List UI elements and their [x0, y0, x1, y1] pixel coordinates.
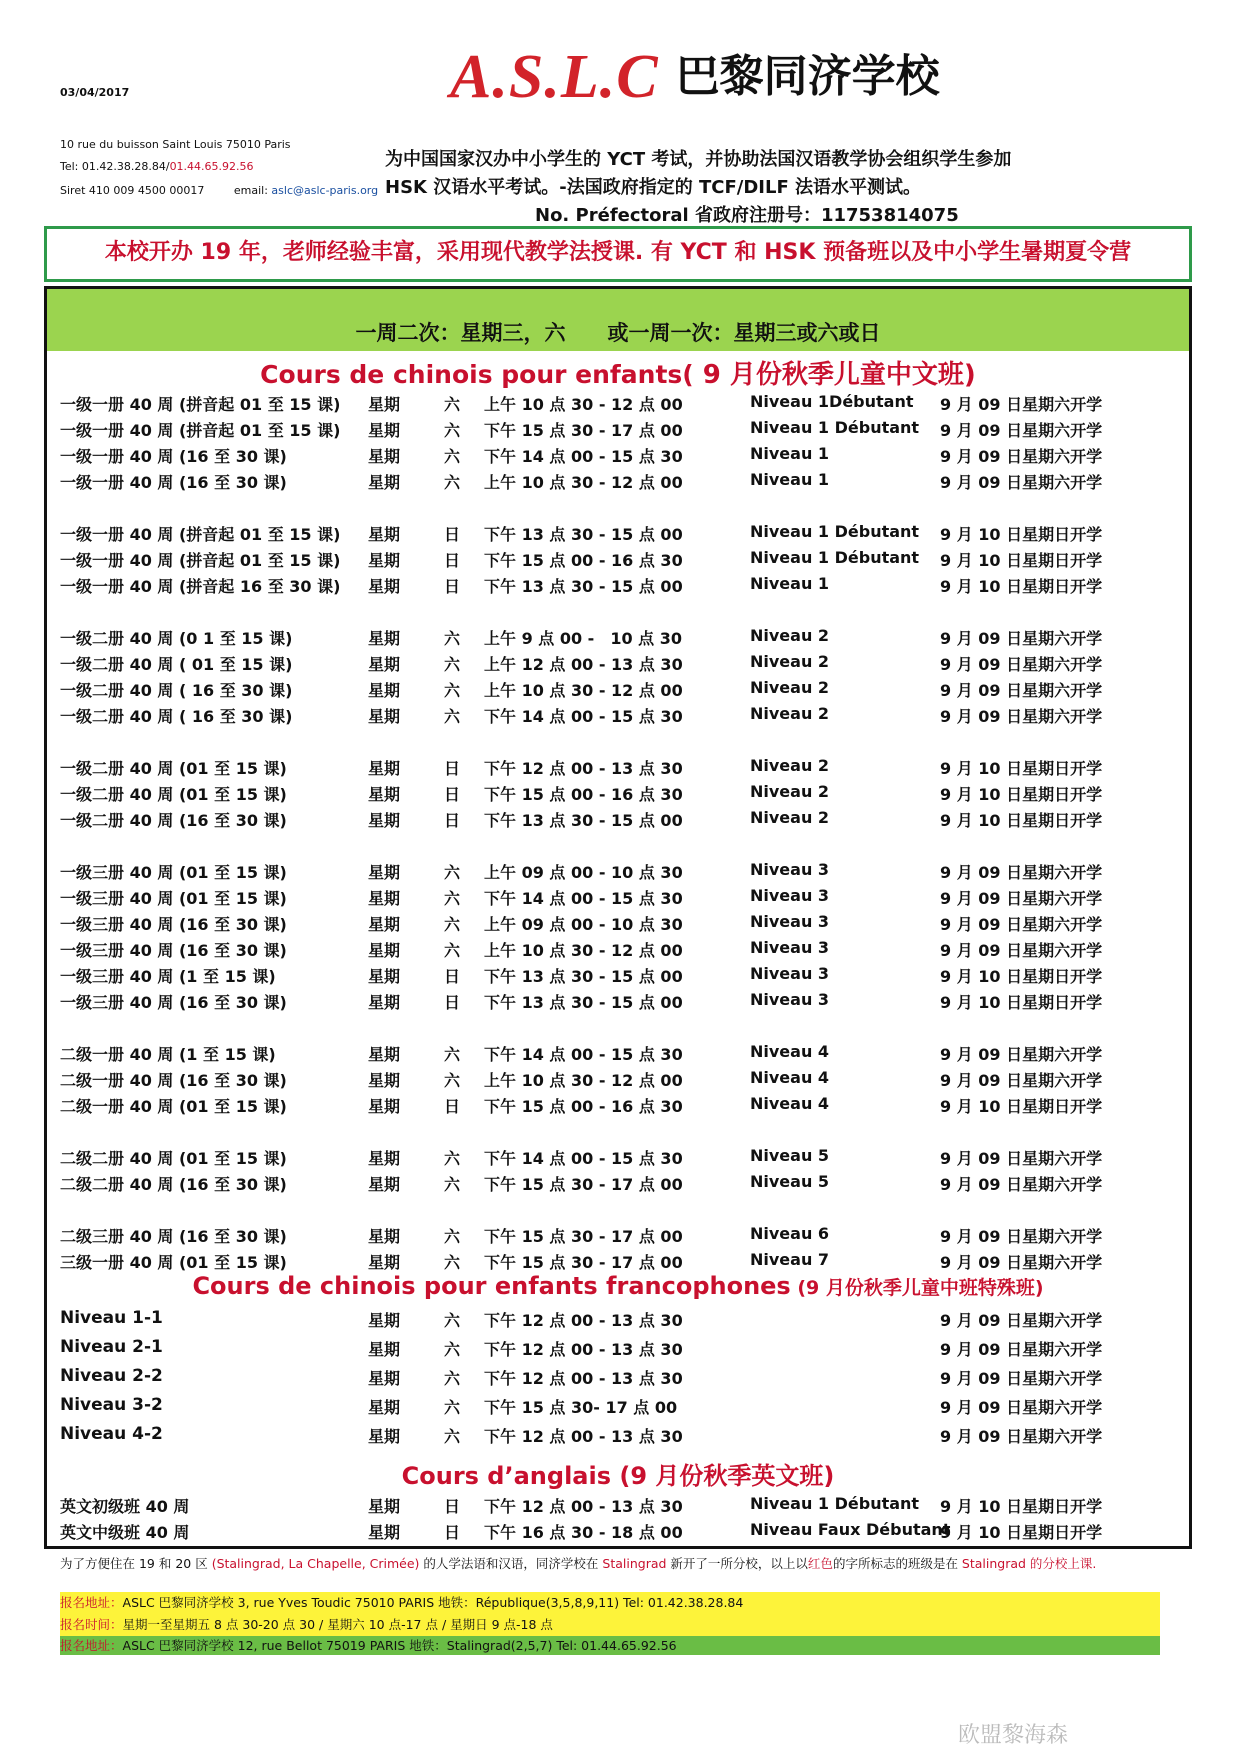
class-time: 上午 09 点 00 - 10 点 30 [484, 915, 683, 934]
start-date: 9 月 09 日星期六开学 [940, 1427, 1103, 1446]
note-red: 红色 [807, 1556, 833, 1571]
weekday: 六 [443, 915, 460, 934]
branch-note [60, 1554, 1190, 1573]
class-time: 下午 12 点 00 - 13 点 30 [484, 1340, 683, 1359]
weekday-label: 星期 [368, 1253, 401, 1272]
class-time: 下午 13 点 30 - 15 点 00 [484, 811, 683, 830]
start-date: 9 月 09 日星期六开学 [940, 889, 1103, 908]
weekday: 六 [443, 1227, 460, 1246]
weekday: 日 [443, 811, 460, 830]
school-phone [60, 160, 254, 173]
class-name: 一级二册 40 周 (16 至 30 课) [60, 811, 287, 830]
note-districts: (Stalingrad, La Chapelle, Crimée) [211, 1556, 420, 1571]
class-row [0, 912, 1239, 936]
class-time: 上午 10 点 30 - 12 点 00 [484, 473, 683, 492]
start-date: 9 月 10 日星期日开学 [940, 993, 1103, 1012]
weekday: 日 [443, 1497, 460, 1516]
section-title-fr: Cours de chinois pour enfants( [260, 360, 694, 389]
level: Niveau 6 [750, 1224, 830, 1243]
document-date: 03/04/2017 [60, 86, 130, 99]
weekday-label: 星期 [368, 1045, 401, 1064]
class-time: 下午 13 点 30 - 15 点 00 [484, 525, 683, 544]
weekday-label: 星期 [368, 1227, 401, 1246]
weekday-label: 星期 [368, 421, 401, 440]
class-row [0, 444, 1239, 468]
email-link[interactable]: aslc@aslc-paris.org [271, 184, 379, 197]
class-time: 下午 15 点 30 - 17 点 00 [484, 1227, 683, 1246]
exam-info [385, 146, 1145, 230]
class-row [0, 1146, 1239, 1170]
start-date: 9 月 09 日星期六开学 [940, 863, 1103, 882]
start-date: 9 月 10 日星期日开学 [940, 1497, 1103, 1516]
class-name: 一级一册 40 周 (拼音起 01 至 15 课) [60, 551, 341, 570]
class-row [0, 1172, 1239, 1196]
weekday-label: 星期 [368, 941, 401, 960]
francophone-row [0, 1337, 1239, 1363]
class-time: 上午 10 点 30 - 12 点 00 [484, 395, 683, 414]
class-name: 一级三册 40 周 (16 至 30 课) [60, 993, 287, 1012]
level: Niveau Faux Débutant [750, 1520, 951, 1539]
start-date: 9 月 09 日星期六开学 [940, 395, 1103, 414]
start-date: 9 月 10 日星期日开学 [940, 1523, 1103, 1542]
email-label: email: [233, 184, 268, 197]
weekday-label: 星期 [368, 473, 401, 492]
start-date: 9 月 09 日星期六开学 [940, 421, 1103, 440]
weekday-label: 星期 [368, 1369, 401, 1388]
level-name: Niveau 2-2 [60, 1366, 163, 1386]
registration-hours [60, 1614, 1160, 1636]
start-date: 9 月 09 日星期六开学 [940, 1311, 1103, 1330]
class-time: 下午 13 点 30 - 15 点 00 [484, 577, 683, 596]
class-time: 上午 10 点 30 - 12 点 00 [484, 681, 683, 700]
francophone-row [0, 1395, 1239, 1421]
class-time: 下午 14 点 00 - 15 点 30 [484, 889, 683, 908]
class-name: 一级二册 40 周 (01 至 15 课) [60, 759, 287, 778]
weekday-label: 星期 [368, 1175, 401, 1194]
start-date: 9 月 09 日星期六开学 [940, 1175, 1103, 1194]
weekday-label: 星期 [368, 811, 401, 830]
note-stalingrad-branch: Stalingrad 的分校上课. [961, 1556, 1097, 1571]
start-date: 9 月 10 日星期日开学 [940, 811, 1103, 830]
weekday-label: 星期 [368, 759, 401, 778]
reg-time-label: 报名时间： [60, 1617, 123, 1632]
weekday: 日 [443, 1523, 460, 1542]
start-date: 9 月 09 日星期六开学 [940, 1253, 1103, 1272]
level-name: Niveau 1-1 [60, 1308, 163, 1328]
start-date: 9 月 09 日星期六开学 [940, 681, 1103, 700]
class-time: 上午 10 点 30 - 12 点 00 [484, 941, 683, 960]
class-name: 一级一册 40 周 (拼音起 01 至 15 课) [60, 395, 341, 414]
class-name: 一级二册 40 周 ( 16 至 30 课) [60, 681, 293, 700]
section-title-francophone [47, 1272, 1189, 1300]
class-time: 下午 14 点 00 - 15 点 30 [484, 1149, 683, 1168]
weekday: 六 [443, 1045, 460, 1064]
level: Niveau 3 [750, 938, 830, 957]
class-row [0, 860, 1239, 884]
class-row [0, 1094, 1239, 1118]
class-row [0, 522, 1239, 546]
class-name: 一级一册 40 周 (16 至 30 课) [60, 473, 287, 492]
english-row [0, 1520, 1239, 1544]
registration-address-1 [60, 1592, 1160, 1614]
weekday-label: 星期 [368, 1149, 401, 1168]
weekday: 六 [443, 1427, 460, 1446]
class-time: 下午 15 点 30- 17 点 00 [484, 1398, 678, 1417]
level: Niveau 1 [750, 444, 830, 463]
level-name: Niveau 3-2 [60, 1395, 163, 1415]
weekday: 六 [443, 1369, 460, 1388]
class-name: 一级三册 40 周 (16 至 30 课) [60, 915, 287, 934]
weekday: 六 [443, 889, 460, 908]
class-time: 下午 15 点 00 - 16 点 30 [484, 551, 683, 570]
class-name: 一级一册 40 周 (拼音起 01 至 15 课) [60, 421, 341, 440]
start-date: 9 月 09 日星期六开学 [940, 1071, 1103, 1090]
reg-address: ASLC 巴黎同济学校 3, rue Yves Toudic 75010 PARIS 地铁：République(3,5,8,9,11) Tel: 01.42.38.28.84 [122, 1595, 744, 1610]
class-name: 英文中级班 40 周 [60, 1523, 190, 1542]
weekday-label: 星期 [368, 1497, 401, 1516]
section-title-fr: Cours de chinois pour enfants francophones [192, 1272, 791, 1300]
weekday-label: 星期 [368, 395, 401, 414]
level: Niveau 3 [750, 990, 830, 1009]
weekday-label: 星期 [368, 1523, 401, 1542]
section-title-children [47, 354, 1189, 391]
class-time: 上午 12 点 00 - 13 点 30 [484, 655, 683, 674]
class-row [0, 548, 1239, 572]
class-name: 二级二册 40 周 (01 至 15 课) [60, 1149, 287, 1168]
weekday-label: 星期 [368, 681, 401, 700]
class-time: 上午 10 点 30 - 12 点 00 [484, 1071, 683, 1090]
weekday-label: 星期 [368, 707, 401, 726]
level: Niveau 4 [750, 1042, 830, 1061]
weekday: 六 [443, 1398, 460, 1417]
class-row [0, 652, 1239, 676]
class-time: 下午 12 点 00 - 13 点 30 [484, 759, 683, 778]
level: Niveau 2 [750, 678, 830, 697]
class-row [0, 678, 1239, 702]
weekday-label: 星期 [368, 1311, 401, 1330]
start-date: 9 月 09 日星期六开学 [940, 707, 1103, 726]
start-date: 9 月 09 日星期六开学 [940, 447, 1103, 466]
schedule-text: 一周二次：星期三，六 或一周一次：星期三或六或日 [355, 321, 881, 345]
level: Niveau 5 [750, 1172, 830, 1191]
class-time: 下午 13 点 30 - 15 点 00 [484, 993, 683, 1012]
weekday: 六 [443, 655, 460, 674]
school-address: 10 rue du buisson Saint Louis 75010 Paris [60, 138, 291, 151]
siret-number: Siret 410 009 4500 00017 [60, 184, 205, 197]
weekday-label: 星期 [368, 1340, 401, 1359]
class-name: 一级三册 40 周 (01 至 15 课) [60, 863, 287, 882]
note-stalingrad: Stalingrad [602, 1556, 667, 1571]
phone-main: Tel: 01.42.38.28.84/ [60, 160, 170, 173]
start-date: 9 月 10 日星期日开学 [940, 577, 1103, 596]
class-name: 一级三册 40 周 (1 至 15 课) [60, 967, 276, 986]
class-time: 下午 15 点 00 - 16 点 30 [484, 785, 683, 804]
class-row [0, 1068, 1239, 1092]
english-row [0, 1494, 1239, 1518]
note-text: 新开了一所分校，以上以 [666, 1556, 808, 1571]
weekday: 六 [443, 629, 460, 648]
weekday: 六 [443, 1311, 460, 1330]
start-date: 9 月 10 日星期日开学 [940, 551, 1103, 570]
weekday-label: 星期 [368, 1427, 401, 1446]
class-time: 下午 15 点 00 - 16 点 30 [484, 1097, 683, 1116]
school-banner: 本校开办 19 年，老师经验丰富，采用现代教学法授课. 有 YCT 和 HSK 预备班以及中小学生暑期夏令营 [44, 226, 1192, 282]
weekday: 六 [443, 941, 460, 960]
weekday-label: 星期 [368, 993, 401, 1012]
weekday-label: 星期 [368, 577, 401, 596]
level: Niveau 5 [750, 1146, 830, 1165]
level-name: Niveau 4-2 [60, 1424, 163, 1444]
weekday: 六 [443, 1071, 460, 1090]
class-time: 下午 12 点 00 - 13 点 30 [484, 1369, 683, 1388]
level: Niveau 1Débutant [750, 392, 914, 411]
start-date: 9 月 09 日星期六开学 [940, 1340, 1103, 1359]
weekday: 六 [443, 395, 460, 414]
weekday: 日 [443, 525, 460, 544]
weekday-label: 星期 [368, 629, 401, 648]
level: Niveau 3 [750, 886, 830, 905]
start-date: 9 月 09 日星期六开学 [940, 1398, 1103, 1417]
weekday: 日 [443, 993, 460, 1012]
exam-line-2: HSK 汉语水平考试。-法国政府指定的 TCF/DILF 法语水平测试。 [385, 177, 922, 198]
class-row [0, 574, 1239, 598]
level: Niveau 1 Débutant [750, 548, 920, 567]
reg-time: 星期一至星期五 8 点 30-20 点 30 / 星期六 10 点-17 点 / 星期日 9 点-18 点 [122, 1617, 553, 1632]
weekday: 六 [443, 1175, 460, 1194]
class-time: 上午 09 点 00 - 10 点 30 [484, 863, 683, 882]
start-date: 9 月 09 日星期六开学 [940, 915, 1103, 934]
weekday: 日 [443, 967, 460, 986]
class-name: 一级二册 40 周 (0 1 至 15 课) [60, 629, 293, 648]
level: Niveau 2 [750, 652, 830, 671]
class-name: 一级一册 40 周 (拼音起 01 至 15 课) [60, 525, 341, 544]
start-date: 9 月 09 日星期六开学 [940, 1045, 1103, 1064]
weekday-label: 星期 [368, 655, 401, 674]
logo-text: A.S.L.C [450, 43, 659, 111]
weekday-label: 星期 [368, 785, 401, 804]
weekday-label: 星期 [368, 1071, 401, 1090]
class-time: 上午 9 点 00 - 10 点 30 [484, 629, 682, 648]
class-name: 三级一册 40 周 (01 至 15 课) [60, 1253, 287, 1272]
class-name: 二级三册 40 周 (16 至 30 课) [60, 1227, 287, 1246]
level: Niveau 2 [750, 704, 830, 723]
level: Niveau 2 [750, 756, 830, 775]
weekday: 六 [443, 1340, 460, 1359]
level-name: Niveau 2-1 [60, 1337, 163, 1357]
start-date: 9 月 09 日星期六开学 [940, 473, 1103, 492]
level: Niveau 1 [750, 574, 830, 593]
level: Niveau 1 Débutant [750, 1494, 920, 1513]
weekday: 六 [443, 1253, 460, 1272]
weekday: 日 [443, 577, 460, 596]
class-row [0, 1224, 1239, 1248]
weekday-label: 星期 [368, 525, 401, 544]
level: Niveau 3 [750, 912, 830, 931]
level: Niveau 3 [750, 860, 830, 879]
class-time: 下午 15 点 30 - 17 点 00 [484, 1175, 683, 1194]
class-time: 下午 16 点 30 - 18 点 00 [484, 1523, 683, 1542]
level: Niveau 1 [750, 470, 830, 489]
registration-address-2 [60, 1636, 1160, 1655]
weekday-label: 星期 [368, 1398, 401, 1417]
weekday-label: 星期 [368, 915, 401, 934]
start-date: 9 月 09 日星期六开学 [940, 941, 1103, 960]
weekday: 日 [443, 785, 460, 804]
weekday: 日 [443, 1097, 460, 1116]
exam-line-1: 为中国国家汉办中小学生的 YCT 考试，并协助法国汉语教学协会组织学生参加 [385, 149, 1012, 170]
note-text: 的人学法语和汉语，同济学校在 [419, 1556, 603, 1571]
school-name: 巴黎同济学校 [675, 51, 940, 102]
level: Niveau 1 Débutant [750, 522, 920, 541]
note-text: 的字所标志的班级是在 [832, 1556, 962, 1571]
class-time: 下午 14 点 00 - 15 点 30 [484, 447, 683, 466]
weekday: 六 [443, 707, 460, 726]
class-time: 下午 14 点 00 - 15 点 30 [484, 707, 683, 726]
reg-address: ASLC 巴黎同济学校 12, rue Bellot 75019 PARIS 地铁：Stalingrad(2,5,7) Tel: 01.44.65.92.56 [122, 1638, 677, 1653]
weekday: 日 [443, 551, 460, 570]
schedule-bar [47, 289, 1189, 351]
weekday-label: 星期 [368, 1097, 401, 1116]
class-name: 一级三册 40 周 (01 至 15 课) [60, 889, 287, 908]
weekday-label: 星期 [368, 447, 401, 466]
reg-label: 报名地址： [60, 1595, 123, 1610]
class-row [0, 470, 1239, 494]
level: Niveau 7 [750, 1250, 830, 1269]
weekday: 六 [443, 1149, 460, 1168]
level: Niveau 2 [750, 782, 830, 801]
francophone-row [0, 1308, 1239, 1334]
class-time: 下午 12 点 00 - 13 点 30 [484, 1427, 683, 1446]
phone-alt: 01.44.65.92.56 [169, 160, 254, 173]
class-name: 二级一册 40 周 (16 至 30 课) [60, 1071, 287, 1090]
school-logo [450, 40, 940, 113]
class-row [0, 392, 1239, 416]
weekday: 六 [443, 421, 460, 440]
weekday-label: 星期 [368, 863, 401, 882]
section-title-english: Cours d’anglais (9 月份秋季英文班) [401, 1462, 835, 1490]
weekday-label: 星期 [368, 967, 401, 986]
class-name: 一级二册 40 周 (01 至 15 课) [60, 785, 287, 804]
weekday: 六 [443, 473, 460, 492]
class-row [0, 418, 1239, 442]
level: Niveau 4 [750, 1094, 830, 1113]
class-name: 英文初级班 40 周 [60, 1497, 190, 1516]
section-title-cn: 9 月份秋季儿童中文班) [693, 360, 976, 390]
prefecture-number: No. Préfectoral 省政府注册号：11753814075 [535, 205, 959, 226]
class-row [0, 886, 1239, 910]
start-date: 9 月 10 日星期日开学 [940, 525, 1103, 544]
start-date: 9 月 09 日星期六开学 [940, 629, 1103, 648]
class-time: 下午 15 点 30 - 17 点 00 [484, 421, 683, 440]
level: Niveau 1 Débutant [750, 418, 920, 437]
class-name: 二级二册 40 周 (16 至 30 课) [60, 1175, 287, 1194]
class-time: 下午 14 点 00 - 15 点 30 [484, 1045, 683, 1064]
watermark: 欧盟黎海森 [958, 1723, 1069, 1748]
class-name: 二级一册 40 周 (01 至 15 课) [60, 1097, 287, 1116]
class-time: 下午 15 点 30 - 17 点 00 [484, 1253, 683, 1272]
class-name: 一级一册 40 周 (拼音起 16 至 30 课) [60, 577, 341, 596]
class-name: 一级二册 40 周 ( 16 至 30 课) [60, 707, 293, 726]
class-time: 下午 12 点 00 - 13 点 30 [484, 1311, 683, 1330]
class-row [0, 964, 1239, 988]
level: Niveau 2 [750, 808, 830, 827]
class-row [0, 704, 1239, 728]
start-date: 9 月 09 日星期六开学 [940, 1227, 1103, 1246]
start-date: 9 月 10 日星期日开学 [940, 1097, 1103, 1116]
note-text: 为了方便住在 19 和 20 区 [60, 1556, 212, 1571]
class-name: 一级二册 40 周 ( 01 至 15 课) [60, 655, 293, 674]
start-date: 9 月 09 日星期六开学 [940, 1369, 1103, 1388]
school-siret [60, 184, 378, 197]
class-row [0, 1042, 1239, 1066]
class-name: 一级一册 40 周 (16 至 30 课) [60, 447, 287, 466]
class-time: 下午 12 点 00 - 13 点 30 [484, 1497, 683, 1516]
weekday: 日 [443, 759, 460, 778]
reg-label: 报名地址： [60, 1638, 123, 1653]
class-row [0, 756, 1239, 780]
weekday: 六 [443, 863, 460, 882]
class-row [0, 990, 1239, 1014]
start-date: 9 月 09 日星期六开学 [940, 655, 1103, 674]
class-row [0, 1250, 1239, 1274]
start-date: 9 月 10 日星期日开学 [940, 967, 1103, 986]
weekday-label: 星期 [368, 551, 401, 570]
francophone-row [0, 1424, 1239, 1450]
level: Niveau 4 [750, 1068, 830, 1087]
level: Niveau 2 [750, 626, 830, 645]
start-date: 9 月 10 日星期日开学 [940, 759, 1103, 778]
class-time: 下午 13 点 30 - 15 点 00 [484, 967, 683, 986]
class-name: 二级一册 40 周 (1 至 15 课) [60, 1045, 276, 1064]
class-row [0, 808, 1239, 832]
class-row [0, 626, 1239, 650]
level: Niveau 3 [750, 964, 830, 983]
weekday: 六 [443, 447, 460, 466]
class-row [0, 782, 1239, 806]
start-date: 9 月 09 日星期六开学 [940, 1149, 1103, 1168]
class-row [0, 938, 1239, 962]
class-name: 一级三册 40 周 (16 至 30 课) [60, 941, 287, 960]
start-date: 9 月 10 日星期日开学 [940, 785, 1103, 804]
weekday: 六 [443, 681, 460, 700]
weekday-label: 星期 [368, 889, 401, 908]
section-title-cn: (9 月份秋季儿童中班特殊班) [790, 1277, 1044, 1299]
francophone-row [0, 1366, 1239, 1392]
